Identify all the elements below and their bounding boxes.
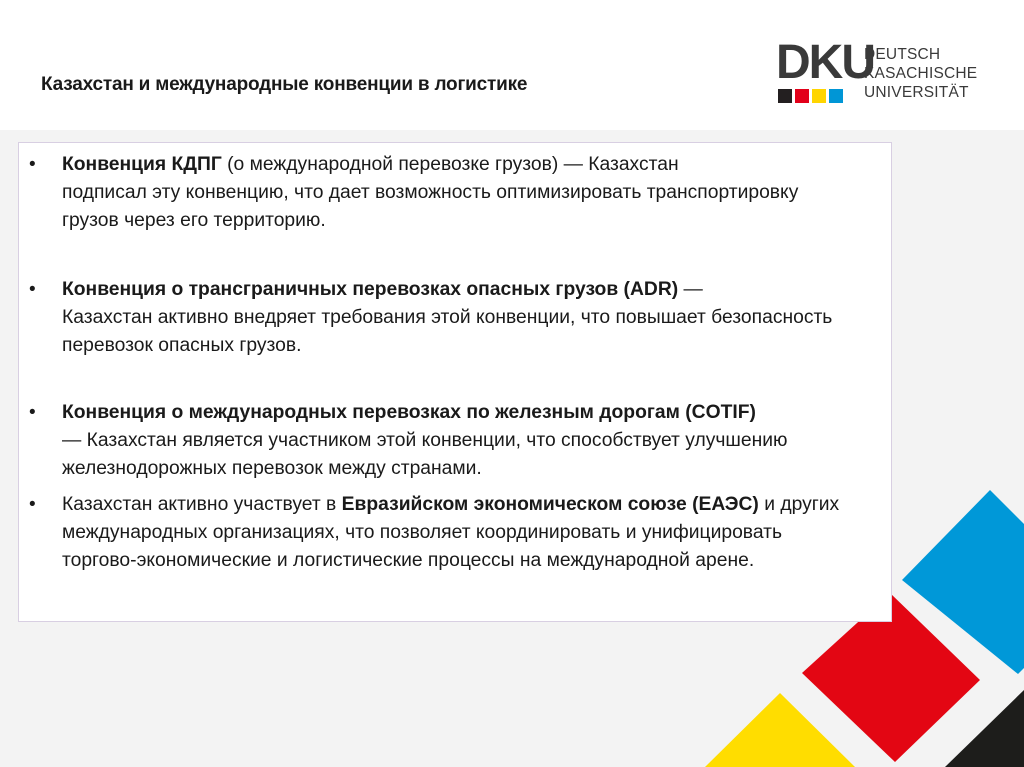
bullet-rest: подписал эту конвенцию, что дает возможность оптимизировать транспортировку грузов через его территорию.: [62, 182, 799, 231]
bullet-rest: и других международных организациях, что позволяет координировать и унифицировать торгово-экономические и логистические процессы на международной арене.: [62, 494, 840, 571]
bullet-bold: Евразийском экономическом союзе (ЕАЭС): [341, 494, 759, 515]
bullet-item-cotif: [19, 399, 859, 483]
bullet-rest-line1: (о международной перевозке грузов) — Казахстан: [221, 154, 679, 175]
bullet-item-adr: [19, 276, 859, 360]
bullet-dot: •: [29, 154, 36, 175]
bullet-dot: •: [29, 279, 36, 300]
bullet-bold: Конвенция о трансграничных перевозках опасных грузов (ADR): [62, 279, 679, 300]
bullet-dot: •: [29, 402, 36, 423]
bullet-bold: Конвенция о международных перевозках по железным дорогам (COTIF): [62, 402, 756, 423]
deco-yellow-triangle: [705, 693, 855, 767]
slide-title: Казахстан и международные конвенции в логистике: [41, 74, 528, 95]
logo-line-universitat: UNIVERSITÄT: [864, 84, 969, 101]
logo-line-deutsch: DEUTSCH: [864, 46, 941, 63]
bullet-text: [62, 491, 859, 575]
bullet-item-kdpg: [19, 151, 859, 235]
bullet-dot: •: [29, 494, 36, 515]
bullet-text: [62, 151, 859, 235]
bullet-text: [62, 399, 859, 483]
logo-line-kasachische: KASACHISCHE: [864, 65, 978, 82]
content-box: [18, 142, 892, 622]
bullet-rest: — Казахстан является участником этой конвенции, что способствует улучшению железнодорожных перевозок между странами.: [62, 430, 788, 479]
bullet-text: [62, 276, 859, 360]
bullet-rest: Казахстан активно внедряет требования этой конвенции, что повышает безопасность перевозок опасных грузов.: [62, 307, 833, 356]
bullet-item-eaes: [19, 491, 859, 575]
bullet-lead: Казахстан активно участвует в: [62, 494, 342, 515]
logo-mark: DKU: [776, 36, 874, 89]
bullet-bold: Конвенция КДПГ: [62, 154, 222, 175]
bullet-rest-line1: —: [678, 279, 703, 300]
